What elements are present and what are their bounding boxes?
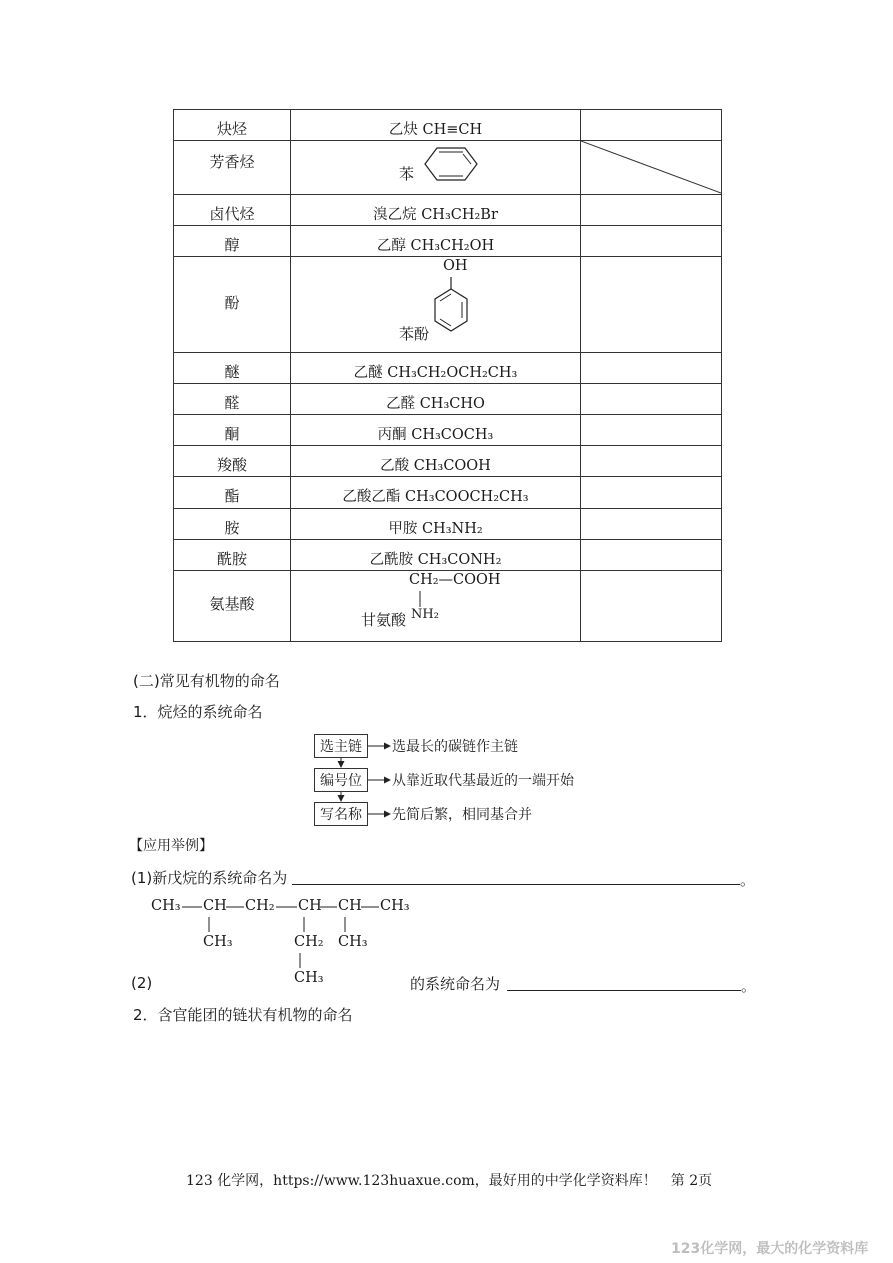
chain-atom: CH — [338, 898, 362, 914]
table-row — [174, 384, 722, 415]
chain-atom: CH₂ — [245, 898, 275, 914]
example-formula: CH₃CH₂OH — [410, 238, 495, 254]
flow-step-box: 写名称 — [314, 802, 368, 826]
subsection-heading: 2．含官能团的链状有机物的命名 — [133, 1006, 353, 1024]
flow-step-box: 选主链 — [314, 734, 368, 758]
example-formula: CH₃COCH₃ — [411, 427, 494, 443]
flow-step-desc: 从靠近取代基最近的一端开始 — [392, 773, 574, 789]
glycine-bottom: NH₂ — [411, 607, 439, 622]
class-cell: 卤代烃 — [209, 205, 255, 223]
class-cell: 胺 — [224, 519, 240, 537]
chain-atom: CH — [203, 898, 227, 914]
table-row — [174, 226, 722, 257]
question-2-label: (2) — [131, 974, 153, 992]
example-name: 乙醛 — [386, 396, 416, 412]
example-name: 乙酰胺 — [369, 552, 414, 568]
class-cell: 醛 — [224, 394, 240, 412]
chain-atom: CH₃ — [380, 898, 410, 914]
example-name: 乙酸乙酯 — [342, 489, 401, 505]
example-heading: 【应用举例】 — [129, 838, 213, 854]
example-formula: CH₃COOH — [413, 458, 491, 474]
flow-step-desc: 先简后繁，相同基合并 — [392, 807, 532, 823]
branch-atom: CH₂ — [294, 934, 324, 950]
example-name: 乙醇 — [376, 238, 406, 254]
example-name: 苯酚 — [399, 325, 430, 343]
flow-step-box: 编号位 — [314, 768, 368, 792]
class-cell: 醇 — [224, 236, 240, 254]
class-cell: 氨基酸 — [209, 595, 255, 613]
answer-blank-1[interactable] — [292, 884, 740, 885]
question-1-end: 。 — [740, 871, 756, 889]
class-cell: 芳香烃 — [209, 153, 255, 171]
table-row — [174, 257, 722, 353]
benzene-structure — [419, 144, 483, 184]
glycine-top: CH₂—COOH — [409, 572, 501, 588]
example-name: 苯 — [399, 165, 415, 183]
example-name: 乙炔 — [388, 122, 418, 138]
class-cell: 羧酸 — [216, 456, 247, 474]
example-formula: CH≡CH — [422, 122, 483, 138]
table-row — [174, 571, 722, 642]
class-cell: 酮 — [224, 425, 240, 443]
example-formula: CH₃CONH₂ — [417, 552, 502, 568]
diagonal-slash — [581, 141, 721, 194]
class-cell: 炔烃 — [216, 120, 247, 138]
bond-lines — [140, 895, 420, 985]
chain-atom: CH₃ — [151, 898, 181, 914]
example-formula: CH₃CH₂OCH₂CH₃ — [387, 365, 518, 381]
table-row — [174, 141, 722, 195]
branch-atom: CH₃ — [203, 934, 233, 950]
watermark: 123化学网，最大的化学资料库 — [671, 1241, 869, 1257]
question-1: (1)新戊烷的系统命名为 — [131, 869, 288, 887]
class-cell: 酰胺 — [216, 550, 247, 568]
example-name: 溴乙烷 — [373, 207, 417, 223]
branch-atom: CH₃ — [294, 970, 324, 986]
bond-line — [419, 591, 423, 607]
flow-step-desc: 选最长的碳链作主链 — [392, 739, 518, 755]
table-row — [174, 353, 722, 384]
example-name: 乙醚 — [353, 365, 383, 381]
table-row — [174, 195, 722, 226]
section-heading: (二)常见有机物的命名 — [133, 672, 280, 690]
class-cell: 醚 — [224, 363, 240, 381]
example-name: 甘氨酸 — [361, 611, 407, 629]
phenol-structure — [431, 277, 471, 341]
example-name: 丙酮 — [377, 427, 407, 443]
chain-atom: CH — [298, 898, 322, 914]
page-footer: 123 化学网，https://www.123huaxue.com，最好用的中学化学资料库！ 第 2页 — [186, 1173, 713, 1189]
table-row — [174, 110, 722, 141]
example-formula: CH₃CH₂Br — [421, 207, 498, 223]
table-row — [174, 415, 722, 446]
example-formula: CH₃CHO — [419, 396, 485, 412]
functional-group-table — [173, 109, 722, 642]
class-cell: 酯 — [224, 487, 240, 505]
flow-arrows — [314, 734, 394, 829]
example-name: 乙酸 — [380, 458, 410, 474]
question-2-text: 的系统命名为 — [410, 975, 501, 993]
example-formula: CH₃NH₂ — [421, 521, 483, 537]
answer-blank-2[interactable] — [507, 990, 741, 991]
question-2-end: 。 — [741, 977, 757, 995]
hydroxyl-label: OH — [443, 258, 468, 274]
table-row — [174, 509, 722, 540]
example-formula: CH₃COOCH₂CH₃ — [405, 489, 529, 505]
table-row — [174, 540, 722, 571]
subsection-heading: 1．烷烃的系统命名 — [133, 703, 263, 721]
example-name: 甲胺 — [388, 521, 418, 537]
class-cell: 酚 — [224, 294, 240, 312]
table-row — [174, 446, 722, 477]
table-row — [174, 477, 722, 509]
branch-atom: CH₃ — [338, 934, 368, 950]
